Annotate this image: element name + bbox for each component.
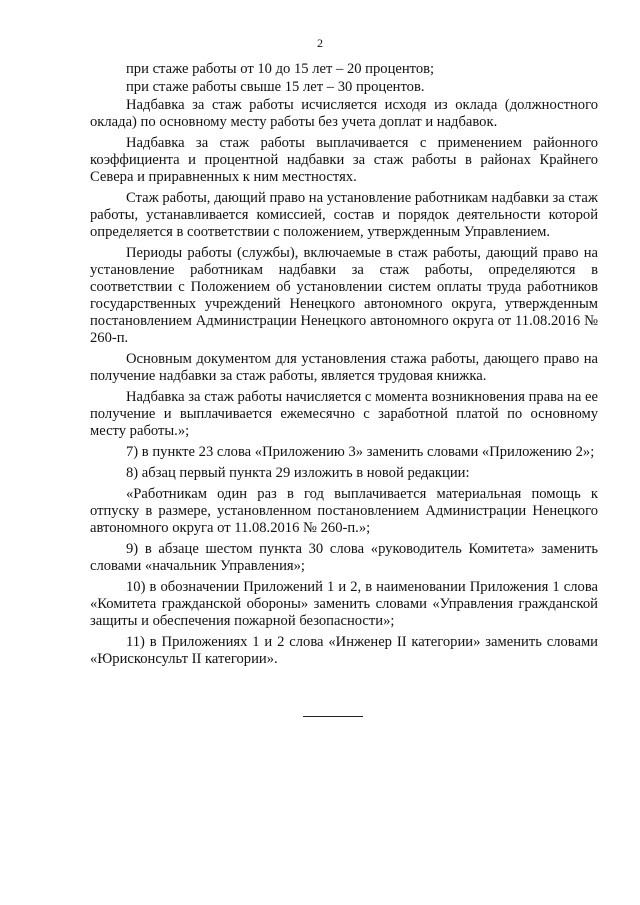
page-number: 2 xyxy=(317,36,323,50)
paragraph-item-11: 11) в Приложениях 1 и 2 слова «Инженер II категории» заменить словами «Юрисконсульт II категории». xyxy=(90,634,598,667)
end-separator-line xyxy=(303,716,363,717)
paragraph-stazh-komissiya: Стаж работы, дающий право на установление работникам надбавки за стаж работы, устанавливается комиссией, состав и порядок деятельности которой определяется в соответствии с положением, утвержденным Управлением. xyxy=(90,190,598,240)
document-body xyxy=(90,61,598,672)
paragraph-item-10: 10) в обозначении Приложений 1 и 2, в наименовании Приложения 1 слова «Комитета гражданской обороны» заменить словами «Управления гражданской защиты и обеспечения пожарной безопасности»; xyxy=(90,579,598,629)
paragraph-nadbavka-oklad: Надбавка за стаж работы исчисляется исходя из оклада (должностного оклада) по основному месту работы без учета доплат и надбавок. xyxy=(90,97,598,130)
paragraph-stazh-15-plus: при стаже работы свыше 15 лет – 30 процентов. xyxy=(126,79,425,95)
paragraph-stazh-10-15: при стаже работы от 10 до 15 лет – 20 процентов; xyxy=(126,61,435,77)
paragraph-materialnaya-pomosch: «Работникам один раз в год выплачивается материальная помощь к отпуску в размере, установленном постановлением Администрации Ненецкого автономного округа от 11.08.2016 № 260-п.»; xyxy=(90,486,598,536)
paragraph-trudovaya-knizhka: Основным документом для установления стажа работы, дающего право на получение надбавки за стаж работы, является трудовая книжка. xyxy=(90,351,598,384)
paragraph-periody-raboty: Периоды работы (службы), включаемые в стаж работы, дающий право на установление работникам надбавки за стаж работы, определяются в соответствии с Положением об установлении систем оплаты труда работников государственных учреждений Ненецкого автономного округа, утвержденным постановлением Администрации Ненецкого автономного округа от 11.08.2016 № 260-п. xyxy=(90,245,598,346)
paragraph-nachislenie: Надбавка за стаж работы начисляется с момента возникновения права на ее получение и выплачивается ежемесячно с заработной платой по основному месту работы.»; xyxy=(90,389,598,439)
paragraph-item-9: 9) в абзаце шестом пункта 30 слова «руководитель Комитета» заменить словами «начальник Управления»; xyxy=(90,541,598,574)
paragraph-item-8: 8) абзац первый пункта 29 изложить в новой редакции: xyxy=(126,465,470,481)
paragraph-item-7: 7) в пункте 23 слова «Приложению 3» заменить словами «Приложению 2»; xyxy=(126,444,595,460)
paragraph-nadbavka-koefficient: Надбавка за стаж работы выплачивается с применением районного коэффициента и процентной надбавки за стаж работы в районах Крайнего Севера и приравненных к ним местностях. xyxy=(90,135,598,185)
